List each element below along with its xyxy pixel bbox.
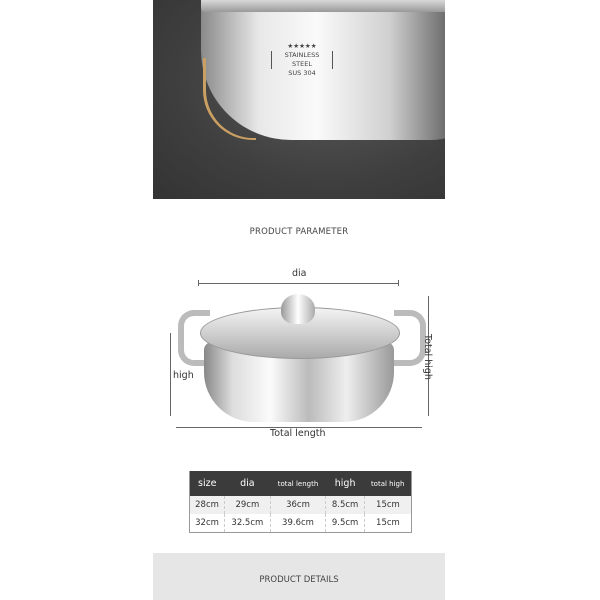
dia-label: dia [292, 268, 307, 279]
dia-tick-right [398, 280, 399, 286]
cell: 29cm [225, 496, 271, 514]
spec-table-header [190, 471, 412, 496]
gold-accent-curve [203, 58, 256, 140]
steel-label [271, 42, 333, 78]
cell: 28cm [190, 496, 225, 514]
header-size: size [190, 471, 225, 496]
product-parameter-title: PRODUCT PARAMETER [249, 227, 349, 237]
table-row [190, 496, 412, 514]
cell: 8.5cm [326, 496, 365, 514]
product-details-banner [153, 553, 445, 600]
cell: 9.5cm [326, 514, 365, 533]
high-label: high [173, 370, 194, 381]
cell: 32.5cm [225, 514, 271, 533]
spec-table [189, 471, 412, 533]
dia-line [198, 283, 398, 284]
steel-label-line1: STAINLESS STEEL [271, 51, 333, 69]
cell: 36cm [270, 496, 326, 514]
table-row [190, 514, 412, 533]
cell: 15cm [364, 514, 411, 533]
cell: 15cm [364, 496, 411, 514]
high-line [170, 333, 171, 416]
hero-product-image [153, 0, 445, 199]
cell: 39.6cm [270, 514, 326, 533]
pot-knob [281, 294, 315, 324]
header-high: high [326, 471, 365, 496]
header-total-length: total length [270, 471, 326, 496]
star-rating-icon: ★★★★★ [287, 42, 317, 50]
product-details-title: PRODUCT DETAILS [259, 575, 339, 585]
pot-rim [201, 0, 445, 12]
total-length-label: Total length [270, 428, 326, 439]
pot-dimension-diagram [160, 262, 440, 442]
steel-label-line2: SUS 304 [288, 69, 316, 77]
cell: 32cm [190, 514, 225, 533]
header-total-high: total high [364, 471, 411, 496]
header-dia: dia [225, 471, 271, 496]
total-high-label: Total high [422, 334, 433, 380]
dia-tick-left [198, 280, 199, 286]
